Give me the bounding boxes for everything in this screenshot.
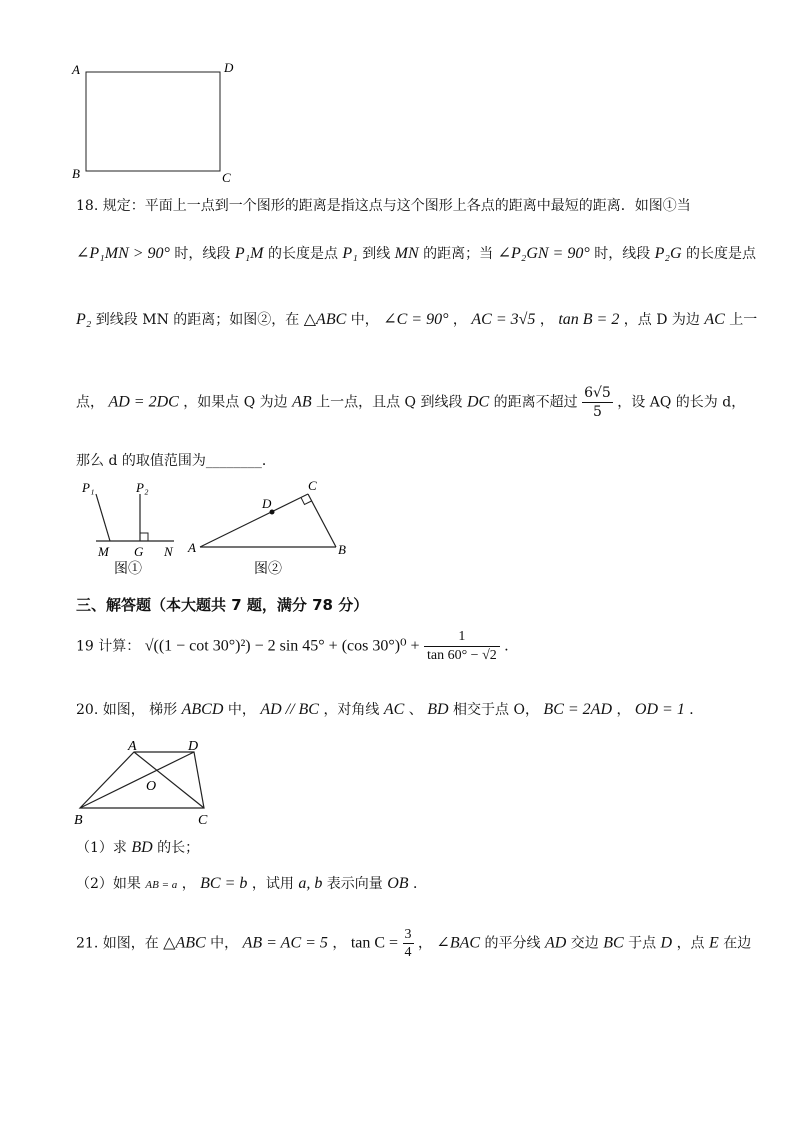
q20-abcd: ABCD <box>181 701 224 718</box>
q18-ab-edge: AB <box>292 393 312 411</box>
rect-label-d: D <box>224 60 234 75</box>
q18-mn1: MN <box>394 245 419 262</box>
rect-label-b: B <box>72 166 80 181</box>
q20-ac: AC <box>383 701 405 718</box>
q21-t8: 在边 <box>723 935 752 952</box>
q18-text-if-q: ，如果点 Q 为边 <box>183 394 288 411</box>
q18-frac-num: 6√5 <box>584 385 611 401</box>
q18-line4 <box>76 384 745 421</box>
q21-t5: 交边 <box>570 935 599 952</box>
q21-t1: 中， <box>210 935 239 952</box>
q20-sub2-ob-vector: OB <box>387 875 409 892</box>
q18-ad-eq: AD = 2DC <box>108 393 179 411</box>
q21-t3: ， <box>417 935 432 952</box>
q18-text-len2: 的长度是点 <box>686 246 756 262</box>
trapezoid-figure <box>70 738 220 828</box>
fig2-label-d: D <box>262 496 272 511</box>
q18-dc-seg: DC <box>466 393 490 411</box>
q21-t6: 于点 <box>628 935 657 952</box>
q18-text-q-on: 上一点，且点 Q 到线段 <box>316 394 463 411</box>
trap-label-b: B <box>74 813 83 828</box>
q18-cond1: ∠P₁MN > 90° <box>76 245 170 262</box>
q18-cond2: ∠P₂GN = 90° <box>497 245 590 262</box>
trap-label-c: C <box>198 813 208 828</box>
q18-ac-value: AC = 3√5 <box>471 311 536 328</box>
rect-label-a: A <box>72 62 80 77</box>
q20-sub2 <box>76 874 427 895</box>
fig2-label-c: C <box>308 478 317 493</box>
q18-triangle: △ABC <box>303 311 347 328</box>
q18-text-to-seg: 到线段 MN 的距离；如图②，在 <box>95 312 300 328</box>
q18-frac-den: 5 <box>593 404 602 420</box>
figure-2 <box>186 474 356 580</box>
q19-end: ． <box>504 638 519 655</box>
q18-text-to-line: 到线 <box>362 246 391 262</box>
q21-tan-c: tan C = <box>350 934 399 952</box>
q18-tan-b: tan B = 2 <box>558 311 620 328</box>
q18-text-shi2: 时，线段 <box>594 246 651 262</box>
trap-label-o: O <box>146 779 157 794</box>
q20-sub2-bc-vector: BC = b <box>200 875 248 892</box>
q21-t7: ，点 <box>676 935 705 952</box>
q18-text-dian: 点， <box>76 394 104 411</box>
q20-t5: ， <box>616 702 631 718</box>
trap-label-a: A <box>128 739 137 754</box>
trap-label-d: D <box>188 739 199 754</box>
q20-sub2-end: ． <box>413 876 427 892</box>
q21-fraction <box>403 926 414 961</box>
q20-sub1 <box>76 838 199 858</box>
q21-frac-num: 3 <box>404 927 412 942</box>
section-3-heading: 三、解答题（本大题共 7 题，满分 78 分） <box>76 596 369 614</box>
q20-sub1-a: （1）求 <box>76 840 127 856</box>
q21-ad: AD <box>544 934 567 952</box>
q20-sub2-vars: a, b <box>298 875 323 892</box>
q21-t4: 的平分线 <box>484 935 541 952</box>
q19-expression: √((1 − cot 30°)²) − 2 sin 45° + (cos 30°)⁰ + <box>144 637 420 655</box>
q18-pt2: P₂ <box>76 311 92 328</box>
q21-line <box>76 926 751 961</box>
q18-text-shang: 上一 <box>729 312 758 328</box>
q20-t6: ． <box>689 702 704 718</box>
fig1-label-n: N <box>164 544 173 559</box>
q18-text-not-exceed: 的距离不超过 <box>493 394 578 411</box>
q18-ac-edge: AC <box>704 311 725 328</box>
q20-sub2-comma: ， <box>181 876 196 892</box>
q20-sub2-b: ，试用 <box>251 876 294 892</box>
q20-bc-2ad: BC = 2AD <box>543 701 612 718</box>
q21-bc: BC <box>603 934 624 952</box>
fig1-label-g: G <box>134 544 144 559</box>
q20-sub2-ab-vector: AB = a <box>145 879 178 891</box>
q20-t2: ，对角线 <box>323 702 380 718</box>
fig1-label-p2: P₂ <box>136 480 149 495</box>
q18-pt1: P₁ <box>342 245 358 262</box>
q21-frac-den: 4 <box>404 945 412 960</box>
fig1-caption: 图① <box>114 562 142 577</box>
q20-sub1-b: 的长； <box>157 840 200 856</box>
q20-t1: 中， <box>227 702 256 718</box>
q19-fraction <box>424 628 500 665</box>
q19-frac-num: 1 <box>424 628 500 647</box>
q21-t2: ， <box>332 935 347 952</box>
q18-seg2: P₂G <box>654 245 682 262</box>
q20-t4: 相交于点 O， <box>453 702 539 718</box>
q20-sub2-a: （2）如果 <box>76 876 141 892</box>
fig1-label-m: M <box>98 544 109 559</box>
q18-seg1: P₁M <box>234 245 264 262</box>
q19-frac-den: tan 60° − √2 <box>426 648 497 663</box>
q21-e: E <box>709 934 719 952</box>
q20-bd: BD <box>427 701 449 718</box>
q18-text-point-d: ，点 D 为边 <box>623 312 700 328</box>
q18-text-shi: 时，线段 <box>174 246 231 262</box>
fig2-label-b: B <box>338 542 346 557</box>
q18-text-len1: 的长度是点 <box>267 246 338 262</box>
fig1-label-p1: P₁ <box>82 480 95 495</box>
q19-label: 19 计算： <box>76 638 141 655</box>
q21-triangle: △ABC <box>163 934 206 952</box>
rect-label-c: C <box>222 170 231 185</box>
q18-line1: 18. 规定：平面上一点到一个图形的距离是指这点与这个图形上各点的距离中最短的距离．如图①当 <box>76 198 691 214</box>
rectangle-figure <box>60 58 250 188</box>
fig2-caption: 图② <box>254 562 282 577</box>
q20-sub2-c: 表示向量 <box>326 876 383 892</box>
q18-line3: P₂ 到线段 MN 的距离；如图②，在 △ABC 中， ∠C = 90° ， AC = 3√5 ， tan B = 2 ，点 D 为边 AC 上一 <box>76 311 758 328</box>
q20-ad-parallel-bc: AD // BC <box>260 701 319 718</box>
q19-line <box>76 628 518 665</box>
q21-angle: ∠BAC <box>436 934 481 952</box>
q18-angle-c: ∠C = 90° <box>383 311 449 328</box>
figure-1 <box>76 474 186 580</box>
q18-text-set-aq: ，设 AQ 的长为 d， <box>617 394 746 411</box>
q18-line2 <box>76 244 756 264</box>
q21-intro: 21. 如图，在 <box>76 935 159 952</box>
q20-t3: 、 <box>408 702 423 718</box>
q20-sub1-bd: BD <box>131 839 153 856</box>
q20-od: OD = 1 <box>634 701 685 718</box>
q20-intro: 20. 如图， 梯形 <box>76 702 178 718</box>
q18-text-dist-when: 的距离；当 <box>423 246 494 262</box>
q18-fraction <box>582 384 613 421</box>
q18-text-zhong: 中， <box>350 312 379 328</box>
fig2-label-a: A <box>188 540 196 555</box>
q20-line <box>76 700 703 720</box>
q21-d: D <box>660 934 673 952</box>
q18-line5: 那么 d 的取值范围为________． <box>76 453 276 469</box>
q21-equal-sides: AB = AC = 5 <box>242 934 328 952</box>
